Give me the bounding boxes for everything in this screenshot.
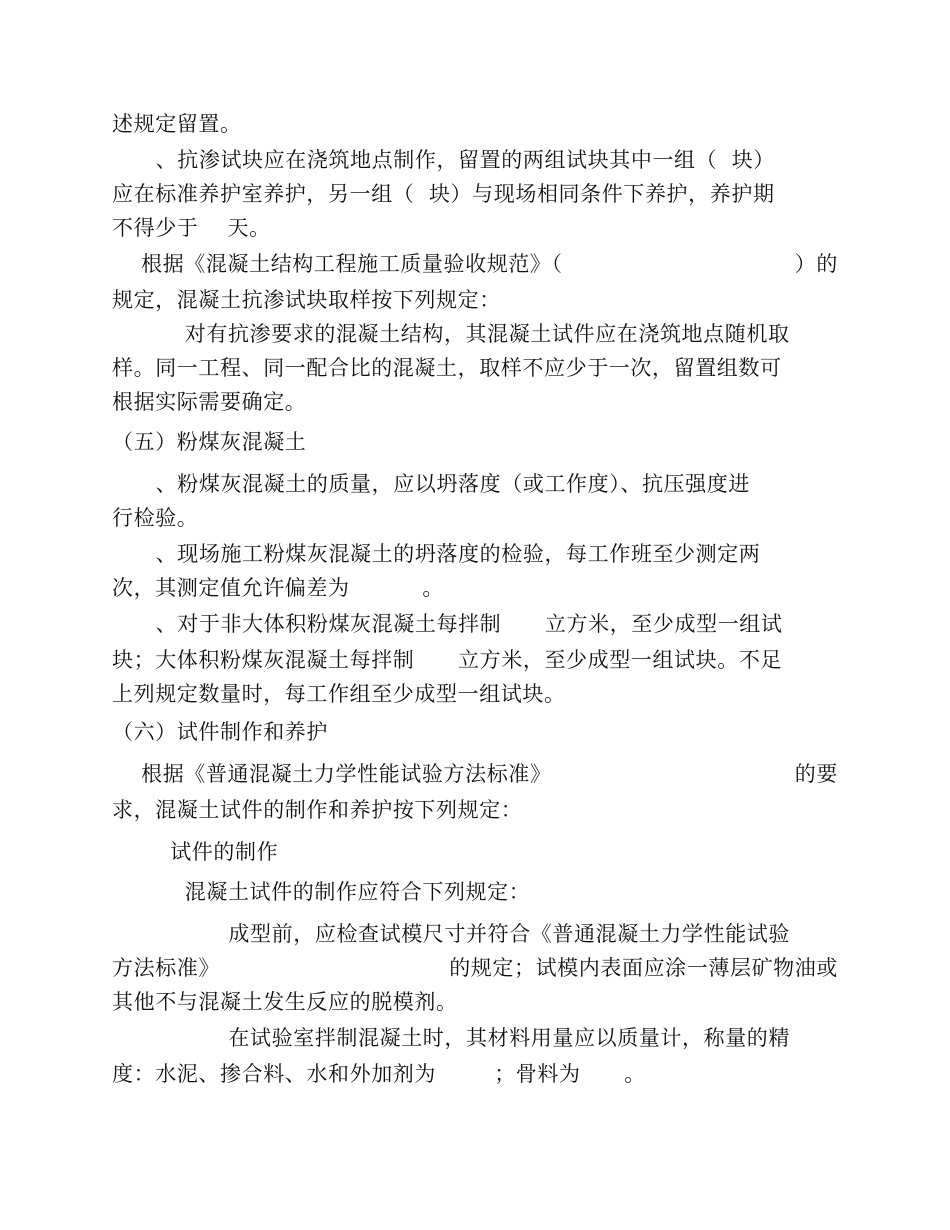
section-heading: （五）粉煤灰混凝土: [112, 430, 307, 454]
text-line: 规定，混凝土抗渗试块取样按下列规定：: [112, 288, 501, 312]
text-line: 次，其测定值允许偏差为 。: [112, 576, 444, 600]
text-line: 其他不与混凝土发生反应的脱模剂。: [112, 990, 458, 1014]
text-line: 应在标准养护室养护，另一组（ 块）与现场相同条件下养护，养护期: [112, 182, 775, 206]
text-line-split: [112, 952, 838, 984]
text-line: 述规定留置。: [112, 112, 242, 136]
text-segment: 根据《普通混凝土力学性能试验方法标准》: [112, 762, 552, 786]
text-line: 行检验。: [112, 506, 199, 530]
text-segment: 的要: [794, 762, 838, 786]
text-line: 度：水泥、掺合料、水和外加剂为 ；骨料为 。: [112, 1062, 646, 1086]
text-segment: 根据《混凝土结构工程施工质量验收规范》（: [112, 252, 563, 276]
text-line: 根据实际需要确定。: [112, 390, 307, 414]
text-line: 在试验室拌制混凝土时，其材料用量应以质量计，称量的精: [112, 1026, 791, 1050]
text-line: 、粉煤灰混凝土的质量，应以坍落度（或工作度）、抗压强度进: [112, 472, 750, 496]
subsection-heading: 试件的制作: [112, 840, 279, 864]
text-line: 对有抗渗要求的混凝土结构，其混凝土试件应在浇筑地点随机取: [112, 322, 790, 346]
text-line: 块；大体积粉煤灰混凝土每拌制 立方米，至少成型一组试块。不足: [112, 648, 783, 672]
text-line-split: [112, 248, 838, 280]
text-segment: 的规定；试模内表面应涂一薄层矿物油或: [449, 956, 838, 980]
text-line: 、抗渗试块应在浇筑地点制作，留置的两组试块其中一组（ 块）: [112, 148, 775, 172]
text-line: 混凝土试件的制作应符合下列规定：: [112, 880, 531, 904]
text-segment: 方法标准》: [112, 956, 220, 980]
text-segment: ）的: [794, 252, 838, 276]
section-heading: （六）试件制作和养护: [112, 720, 328, 744]
text-line: 成型前，应检查试模尺寸并符合《普通混凝土力学性能试验: [112, 922, 791, 946]
text-line: 、现场施工粉煤灰混凝土的坍落度的检验，每工作班至少测定两: [112, 542, 761, 566]
text-line: 上列规定数量时，每工作组至少成型一组试块。: [112, 682, 566, 706]
text-line: 求，混凝土试件的制作和养护按下列规定：: [112, 798, 523, 822]
text-line: 、对于非大体积粉煤灰混凝土每拌制 立方米，至少成型一组试: [112, 612, 783, 636]
text-line: 不得少于 天。: [112, 216, 271, 240]
text-line-split: [112, 758, 838, 790]
text-line: 样。同一工程、同一配合比的混凝土，取样不应少于一次，留置组数可: [112, 356, 782, 380]
